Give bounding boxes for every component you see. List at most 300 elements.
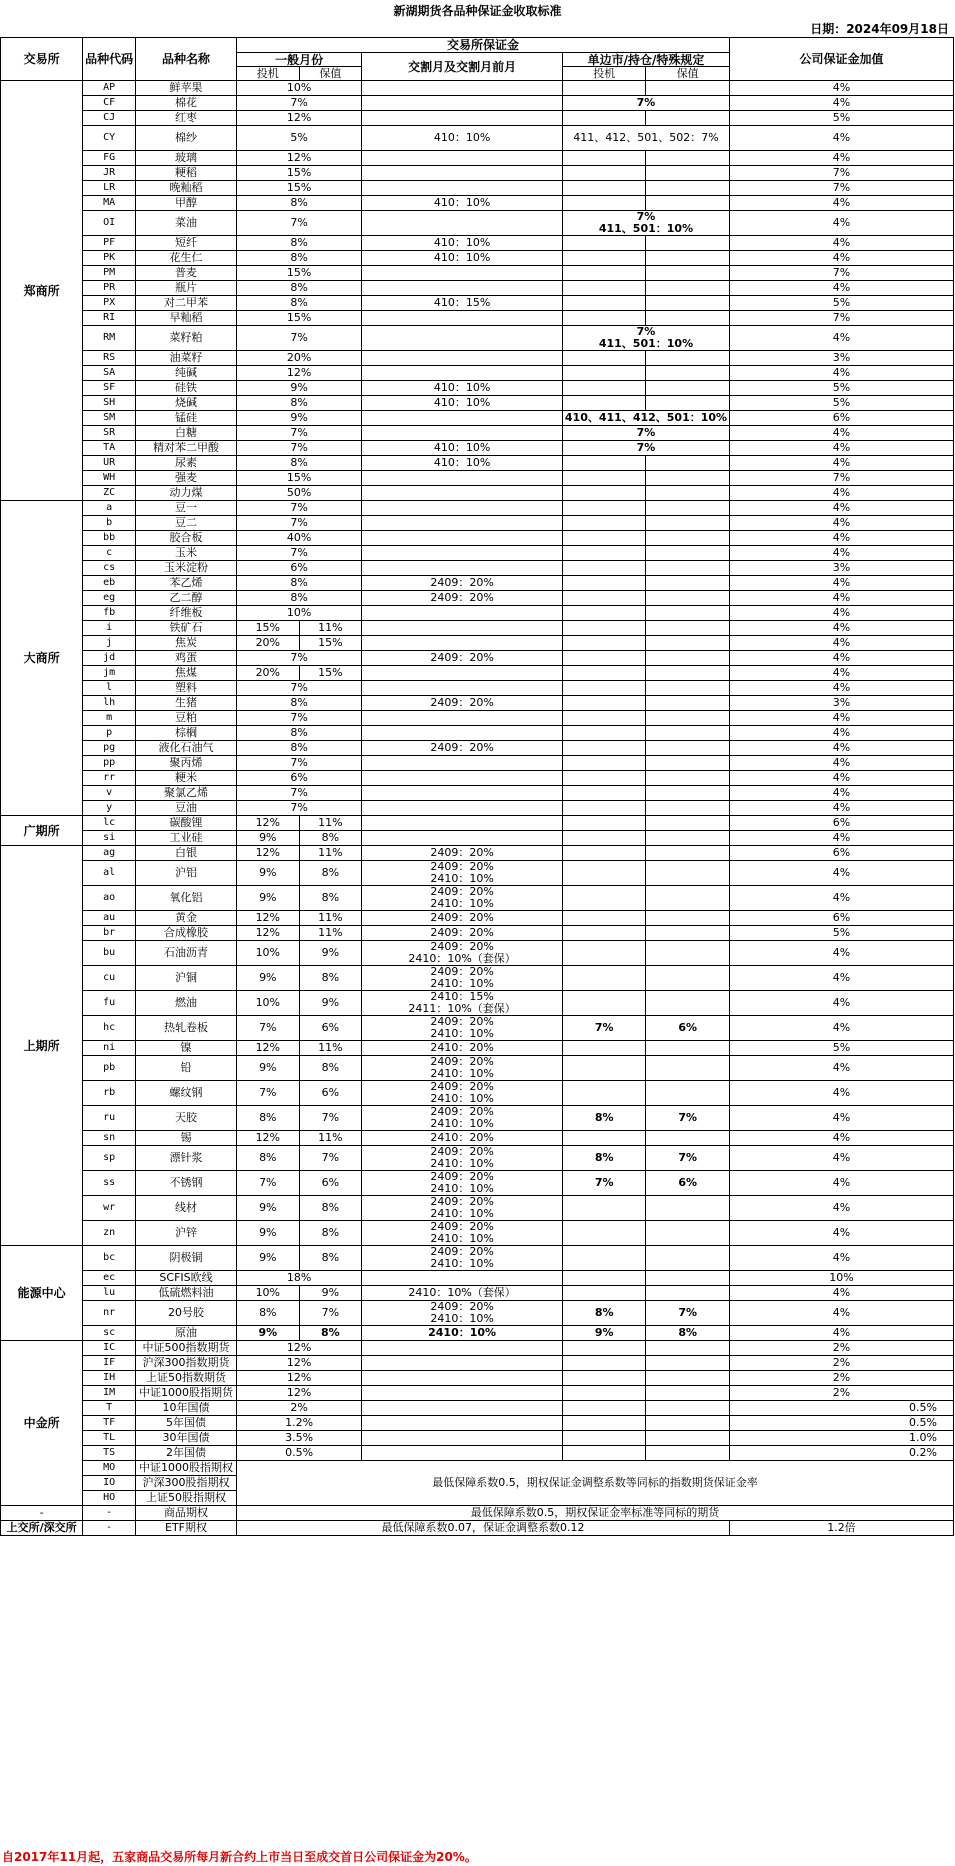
delivery-month-margin xyxy=(362,991,563,1016)
product-code: LR xyxy=(83,181,136,196)
delivery-month-margin xyxy=(362,236,563,251)
special-spec-margin xyxy=(563,1356,646,1371)
product-name: 粳米 xyxy=(136,771,237,786)
product-code: bu xyxy=(83,941,136,966)
company-margin-addon: 4% xyxy=(729,1056,953,1081)
product-name: 菜籽粕 xyxy=(136,326,237,351)
general-spec-margin: 15% xyxy=(237,311,362,326)
company-margin-addon: 4% xyxy=(729,621,953,636)
special-hedge-margin xyxy=(646,786,729,801)
company-margin-addon: 2% xyxy=(729,1371,953,1386)
product-name: 粳稻 xyxy=(136,166,237,181)
general-spec-margin: 7% xyxy=(237,326,362,351)
table-row xyxy=(1,366,954,381)
product-code: IO xyxy=(83,1476,136,1491)
delivery-month-margin xyxy=(362,1246,563,1271)
special-hedge-margin xyxy=(646,941,729,966)
table-row xyxy=(1,726,954,741)
special-spec-margin xyxy=(563,1246,646,1271)
company-margin-addon: 4% xyxy=(729,1326,953,1341)
special-hedge-margin xyxy=(646,1221,729,1246)
cell-line: 7% xyxy=(636,96,656,109)
cell-line: 2409：20% xyxy=(430,911,494,924)
company-margin-addon: 4% xyxy=(729,456,953,471)
delivery-month-margin xyxy=(362,1131,563,1146)
product-name: 聚氯乙烯 xyxy=(136,786,237,801)
special-spec-margin xyxy=(563,196,646,211)
product-code: bc xyxy=(83,1246,136,1271)
delivery-month-margin xyxy=(362,326,563,351)
special-hedge-margin xyxy=(646,501,729,516)
special-hedge-margin xyxy=(646,1341,729,1356)
table-row xyxy=(1,1506,954,1521)
table-row xyxy=(1,81,954,96)
company-margin-addon: 4% xyxy=(729,941,953,966)
special-spec-margin xyxy=(563,816,646,831)
special-spec-margin xyxy=(563,666,646,681)
header-special-spec: 投机 xyxy=(563,67,646,81)
company-margin-addon: 4% xyxy=(729,126,953,151)
product-code: ss xyxy=(83,1171,136,1196)
special-spec-margin: 8% xyxy=(563,1146,646,1171)
special-spec-margin xyxy=(563,1401,646,1416)
special-spec-margin xyxy=(563,1196,646,1221)
general-spec-margin: 12% xyxy=(237,846,300,861)
special-hedge-margin xyxy=(646,396,729,411)
table-row xyxy=(1,501,954,516)
general-spec-margin: 7% xyxy=(237,1081,300,1106)
delivery-month-margin xyxy=(362,681,563,696)
special-hedge-margin xyxy=(646,351,729,366)
delivery-month-margin xyxy=(362,426,563,441)
general-hedge-margin: 11% xyxy=(299,1041,362,1056)
special-hedge-margin xyxy=(646,726,729,741)
cell-line: 411、501：10% xyxy=(598,337,694,350)
product-code: jm xyxy=(83,666,136,681)
product-code: lu xyxy=(83,1286,136,1301)
special-spec-margin xyxy=(563,471,646,486)
special-hedge-margin: 6% xyxy=(646,1171,729,1196)
cell-line: 2409：20% xyxy=(430,1220,494,1233)
cell-line: 2409：20% xyxy=(430,885,494,898)
product-code: wr xyxy=(83,1196,136,1221)
product-name: 烧碱 xyxy=(136,396,237,411)
cell-line: 2410：20% xyxy=(430,1041,494,1054)
header-general-spec: 投机 xyxy=(237,67,300,81)
table-row xyxy=(1,1341,954,1356)
special-spec-margin xyxy=(563,606,646,621)
table-row xyxy=(1,1301,954,1326)
general-spec-margin: 7% xyxy=(237,516,362,531)
exchange-name: 能源中心 xyxy=(1,1246,83,1341)
header-delivery-month: 交割月及交割月前月 xyxy=(362,53,563,81)
special-hedge-margin xyxy=(646,366,729,381)
delivery-month-margin xyxy=(362,1386,563,1401)
cell-line: 2410：10% xyxy=(430,1092,494,1105)
company-margin-addon: 4% xyxy=(729,1221,953,1246)
product-name: 碳酸锂 xyxy=(136,816,237,831)
product-code: RI xyxy=(83,311,136,326)
general-spec-margin: 7% xyxy=(237,756,362,771)
product-name: 合成橡胶 xyxy=(136,926,237,941)
product-name: 沪深300股指期权 xyxy=(136,1476,237,1491)
general-hedge-margin: 9% xyxy=(299,1286,362,1301)
delivery-month-margin xyxy=(362,666,563,681)
etf-options-rule: 最低保障系数0.07，保证金调整系数0.12 xyxy=(237,1521,730,1536)
delivery-month-margin xyxy=(362,576,563,591)
product-code: si xyxy=(83,831,136,846)
special-spec-margin xyxy=(563,786,646,801)
company-margin-addon: 4% xyxy=(729,1301,953,1326)
product-name: 20号胶 xyxy=(136,1301,237,1326)
product-code: c xyxy=(83,546,136,561)
special-hedge-margin xyxy=(646,1196,729,1221)
general-hedge-margin: 11% xyxy=(299,1131,362,1146)
product-name: 豆一 xyxy=(136,501,237,516)
general-hedge-margin: 8% xyxy=(299,886,362,911)
document-date: 日期：2024年09月18日 xyxy=(810,22,949,36)
table-row xyxy=(1,1016,954,1041)
table-row xyxy=(1,1081,954,1106)
company-margin-addon: 4% xyxy=(729,211,953,236)
special-hedge-margin xyxy=(646,546,729,561)
product-code: PK xyxy=(83,251,136,266)
company-margin-addon: 4% xyxy=(729,786,953,801)
product-code: fb xyxy=(83,606,136,621)
product-name: 瓶片 xyxy=(136,281,237,296)
cell-line: 2409：20% xyxy=(430,591,494,604)
product-name: 上证50指数期货 xyxy=(136,1371,237,1386)
general-hedge-margin: 11% xyxy=(299,911,362,926)
product-code: au xyxy=(83,911,136,926)
product-code: lc xyxy=(83,816,136,831)
table-row xyxy=(1,756,954,771)
general-spec-margin: 8% xyxy=(237,296,362,311)
product-name: 中证1000股指期货 xyxy=(136,1386,237,1401)
company-margin-addon: 5% xyxy=(729,111,953,126)
special-hedge-margin xyxy=(646,846,729,861)
product-name: 30年国债 xyxy=(136,1431,237,1446)
product-code: PR xyxy=(83,281,136,296)
product-name: 胶合板 xyxy=(136,531,237,546)
general-spec-margin: 10% xyxy=(237,941,300,966)
cell-line: 7% xyxy=(636,210,656,223)
delivery-month-margin xyxy=(362,771,563,786)
company-margin-addon: 4% xyxy=(729,196,953,211)
general-hedge-margin: 8% xyxy=(299,1056,362,1081)
product-code: ec xyxy=(83,1271,136,1286)
table-row xyxy=(1,1221,954,1246)
special-hedge-margin xyxy=(646,1271,729,1286)
delivery-month-margin xyxy=(362,1056,563,1081)
table-row xyxy=(1,711,954,726)
product-name: 阴极铜 xyxy=(136,1246,237,1271)
delivery-month-margin xyxy=(362,926,563,941)
cell-line: 2410：10% xyxy=(430,897,494,910)
product-name: 10年国债 xyxy=(136,1401,237,1416)
company-margin-addon: 4% xyxy=(729,1016,953,1041)
special-spec-margin xyxy=(563,696,646,711)
product-code: WH xyxy=(83,471,136,486)
product-code: i xyxy=(83,621,136,636)
product-name: 螺纹钢 xyxy=(136,1081,237,1106)
special-hedge-margin xyxy=(646,681,729,696)
company-margin-addon: 4% xyxy=(729,96,953,111)
delivery-month-margin xyxy=(362,1081,563,1106)
product-name: 低硫燃料油 xyxy=(136,1286,237,1301)
product-code: TS xyxy=(83,1446,136,1461)
delivery-month-margin xyxy=(362,711,563,726)
company-margin-addon: 4% xyxy=(729,1246,953,1271)
cell-line: 2410：20% xyxy=(430,1131,494,1144)
table-row xyxy=(1,591,954,606)
product-name: 中证1000股指期权 xyxy=(136,1461,237,1476)
product-code: HO xyxy=(83,1491,136,1506)
delivery-month-margin xyxy=(362,726,563,741)
product-code: fu xyxy=(83,991,136,1016)
product-code: PM xyxy=(83,266,136,281)
special-hedge-margin xyxy=(646,311,729,326)
delivery-month-margin xyxy=(362,1301,563,1326)
product-code: SA xyxy=(83,366,136,381)
special-hedge-margin xyxy=(646,771,729,786)
special-spec-margin xyxy=(563,591,646,606)
general-spec-margin: 12% xyxy=(237,1041,300,1056)
special-hedge-margin xyxy=(646,576,729,591)
special-spec-margin xyxy=(563,561,646,576)
delivery-month-margin xyxy=(362,351,563,366)
general-hedge-margin: 6% xyxy=(299,1016,362,1041)
product-code: sp xyxy=(83,1146,136,1171)
product-name: 商品期权 xyxy=(136,1506,237,1521)
commodity-options-rule: 最低保障系数0.5，期权保证金率标准等同标的期货 xyxy=(237,1506,954,1521)
general-hedge-margin: 8% xyxy=(299,1221,362,1246)
special-hedge-margin: 7% xyxy=(646,1106,729,1131)
product-name: 2年国债 xyxy=(136,1446,237,1461)
delivery-month-margin xyxy=(362,1041,563,1056)
table-row xyxy=(1,456,954,471)
cell-line: 2409：20% xyxy=(430,846,494,859)
cell-line: 2410：10% xyxy=(430,1182,494,1195)
general-hedge-margin: 9% xyxy=(299,941,362,966)
product-name: 锡 xyxy=(136,1131,237,1146)
product-code: PX xyxy=(83,296,136,311)
special-hedge-margin xyxy=(646,636,729,651)
special-hedge-margin xyxy=(646,1081,729,1106)
special-hedge-margin xyxy=(646,166,729,181)
cell-line: 410：10% xyxy=(433,456,491,469)
general-spec-margin: 12% xyxy=(237,111,362,126)
company-margin-addon: 3% xyxy=(729,351,953,366)
special-spec-margin xyxy=(563,311,646,326)
table-row xyxy=(1,966,954,991)
table-row xyxy=(1,326,954,351)
general-hedge-margin: 11% xyxy=(299,621,362,636)
product-code: ag xyxy=(83,846,136,861)
table-row xyxy=(1,531,954,546)
exchange-name: 上期所 xyxy=(1,846,83,1246)
table-row xyxy=(1,621,954,636)
general-spec-margin: 12% xyxy=(237,151,362,166)
general-spec-margin: 12% xyxy=(237,926,300,941)
product-code: TA xyxy=(83,441,136,456)
special-hedge-margin: 7% xyxy=(646,1301,729,1326)
product-code: - xyxy=(83,1506,136,1521)
product-code: v xyxy=(83,786,136,801)
product-code: MO xyxy=(83,1461,136,1476)
cell-line: 410、411、412、501：10% xyxy=(564,411,728,424)
special-spec-margin: 8% xyxy=(563,1106,646,1131)
product-name: 焦煤 xyxy=(136,666,237,681)
delivery-month-margin xyxy=(362,211,563,236)
table-row xyxy=(1,1371,954,1386)
special-hedge-margin xyxy=(646,456,729,471)
delivery-month-margin xyxy=(362,501,563,516)
table-row xyxy=(1,1521,954,1536)
product-name: 热轧卷板 xyxy=(136,1016,237,1041)
general-spec-margin: 1.2% xyxy=(237,1416,362,1431)
special-spec-margin xyxy=(563,846,646,861)
table-row xyxy=(1,861,954,886)
document-title: 新湖期货各品种保证金收取标准 xyxy=(393,4,562,18)
table-row xyxy=(1,251,954,266)
delivery-month-margin xyxy=(362,1356,563,1371)
special-hedge-margin xyxy=(646,81,729,96)
table-row xyxy=(1,561,954,576)
special-hedge-margin xyxy=(646,1371,729,1386)
general-spec-margin: 5% xyxy=(237,126,362,151)
exchange-name: - xyxy=(1,1506,83,1521)
company-margin-addon: 7% xyxy=(729,266,953,281)
table-row xyxy=(1,311,954,326)
product-name: 棕榈 xyxy=(136,726,237,741)
cell-line: 2410：10% xyxy=(430,1067,494,1080)
table-row xyxy=(1,941,954,966)
special-spec-margin xyxy=(563,151,646,166)
product-name: 油菜籽 xyxy=(136,351,237,366)
delivery-month-margin xyxy=(362,966,563,991)
delivery-month-margin xyxy=(362,861,563,886)
special-hedge-margin xyxy=(646,591,729,606)
table-row xyxy=(1,1041,954,1056)
cell-line: 2409：20% xyxy=(430,1105,494,1118)
delivery-month-margin xyxy=(362,606,563,621)
company-margin-addon: 1.0% xyxy=(729,1431,953,1446)
product-name: 棉花 xyxy=(136,96,237,111)
company-margin-addon: 4% xyxy=(729,441,953,456)
product-name: 5年国债 xyxy=(136,1416,237,1431)
general-spec-margin: 9% xyxy=(237,1326,300,1341)
product-code: MA xyxy=(83,196,136,211)
cell-line: 7% xyxy=(636,325,656,338)
company-margin-addon: 4% xyxy=(729,236,953,251)
product-code: b xyxy=(83,516,136,531)
delivery-month-margin xyxy=(362,846,563,861)
company-margin-addon: 2% xyxy=(729,1386,953,1401)
product-name: 焦炭 xyxy=(136,636,237,651)
general-spec-margin: 9% xyxy=(237,1221,300,1246)
general-spec-margin: 10% xyxy=(237,81,362,96)
product-name: 沪铝 xyxy=(136,861,237,886)
special-spec-margin xyxy=(563,251,646,266)
general-spec-margin: 10% xyxy=(237,1286,300,1301)
product-code: JR xyxy=(83,166,136,181)
product-code: AP xyxy=(83,81,136,96)
company-margin-addon: 7% xyxy=(729,181,953,196)
header-special-hedge: 保值 xyxy=(646,67,729,81)
company-margin-addon: 4% xyxy=(729,801,953,816)
special-spec-margin: 7% xyxy=(563,1016,646,1041)
product-name: 上证50股指期权 xyxy=(136,1491,237,1506)
product-code: lh xyxy=(83,696,136,711)
delivery-month-margin xyxy=(362,621,563,636)
special-spec-margin: 7% xyxy=(563,1171,646,1196)
general-spec-margin: 7% xyxy=(237,546,362,561)
special-spec-margin xyxy=(563,1271,646,1286)
delivery-month-margin xyxy=(362,251,563,266)
company-margin-addon: 4% xyxy=(729,636,953,651)
special-spec-margin xyxy=(563,926,646,941)
cell-line: 2410：10% xyxy=(430,1157,494,1170)
general-hedge-margin: 15% xyxy=(299,636,362,651)
table-row xyxy=(1,991,954,1016)
general-spec-margin: 20% xyxy=(237,351,362,366)
general-hedge-margin: 7% xyxy=(299,1146,362,1171)
delivery-month-margin xyxy=(362,831,563,846)
cell-line: 7% xyxy=(636,441,656,454)
company-margin-addon: 6% xyxy=(729,846,953,861)
company-margin-addon: 6% xyxy=(729,816,953,831)
product-name: 乙二醇 xyxy=(136,591,237,606)
product-code: - xyxy=(83,1521,136,1536)
delivery-month-margin xyxy=(362,411,563,426)
cell-line: 2409：20% xyxy=(430,1015,494,1028)
table-row xyxy=(1,126,954,151)
product-name: 铁矿石 xyxy=(136,621,237,636)
general-spec-margin: 9% xyxy=(237,411,362,426)
company-margin-addon: 4% xyxy=(729,326,953,351)
product-code: TL xyxy=(83,1431,136,1446)
special-spec-margin xyxy=(563,296,646,311)
product-code: SF xyxy=(83,381,136,396)
special-margin xyxy=(563,211,730,236)
special-hedge-margin: 6% xyxy=(646,1016,729,1041)
general-hedge-margin: 8% xyxy=(299,1326,362,1341)
cell-line: 2409：20% xyxy=(430,576,494,589)
general-spec-margin: 12% xyxy=(237,1341,362,1356)
special-spec-margin xyxy=(563,1056,646,1081)
cell-line: 410：10% xyxy=(433,131,491,144)
special-spec-margin xyxy=(563,1416,646,1431)
table-row xyxy=(1,911,954,926)
company-margin-addon: 7% xyxy=(729,311,953,326)
table-row xyxy=(1,381,954,396)
product-name: 强麦 xyxy=(136,471,237,486)
company-margin-addon: 4% xyxy=(729,546,953,561)
header-exchange-margin: 交易所保证金 xyxy=(237,38,730,53)
special-spec-margin xyxy=(563,741,646,756)
company-margin-addon: 5% xyxy=(729,926,953,941)
product-name: 菜油 xyxy=(136,211,237,236)
delivery-month-margin xyxy=(362,296,563,311)
product-code: ru xyxy=(83,1106,136,1131)
product-name: 原油 xyxy=(136,1326,237,1341)
company-margin-addon: 4% xyxy=(729,251,953,266)
cell-line: 2409：20% xyxy=(430,741,494,754)
cell-line: 2410：10% xyxy=(430,977,494,990)
cell-line: 2409：20% xyxy=(430,1055,494,1068)
special-spec-margin xyxy=(563,381,646,396)
